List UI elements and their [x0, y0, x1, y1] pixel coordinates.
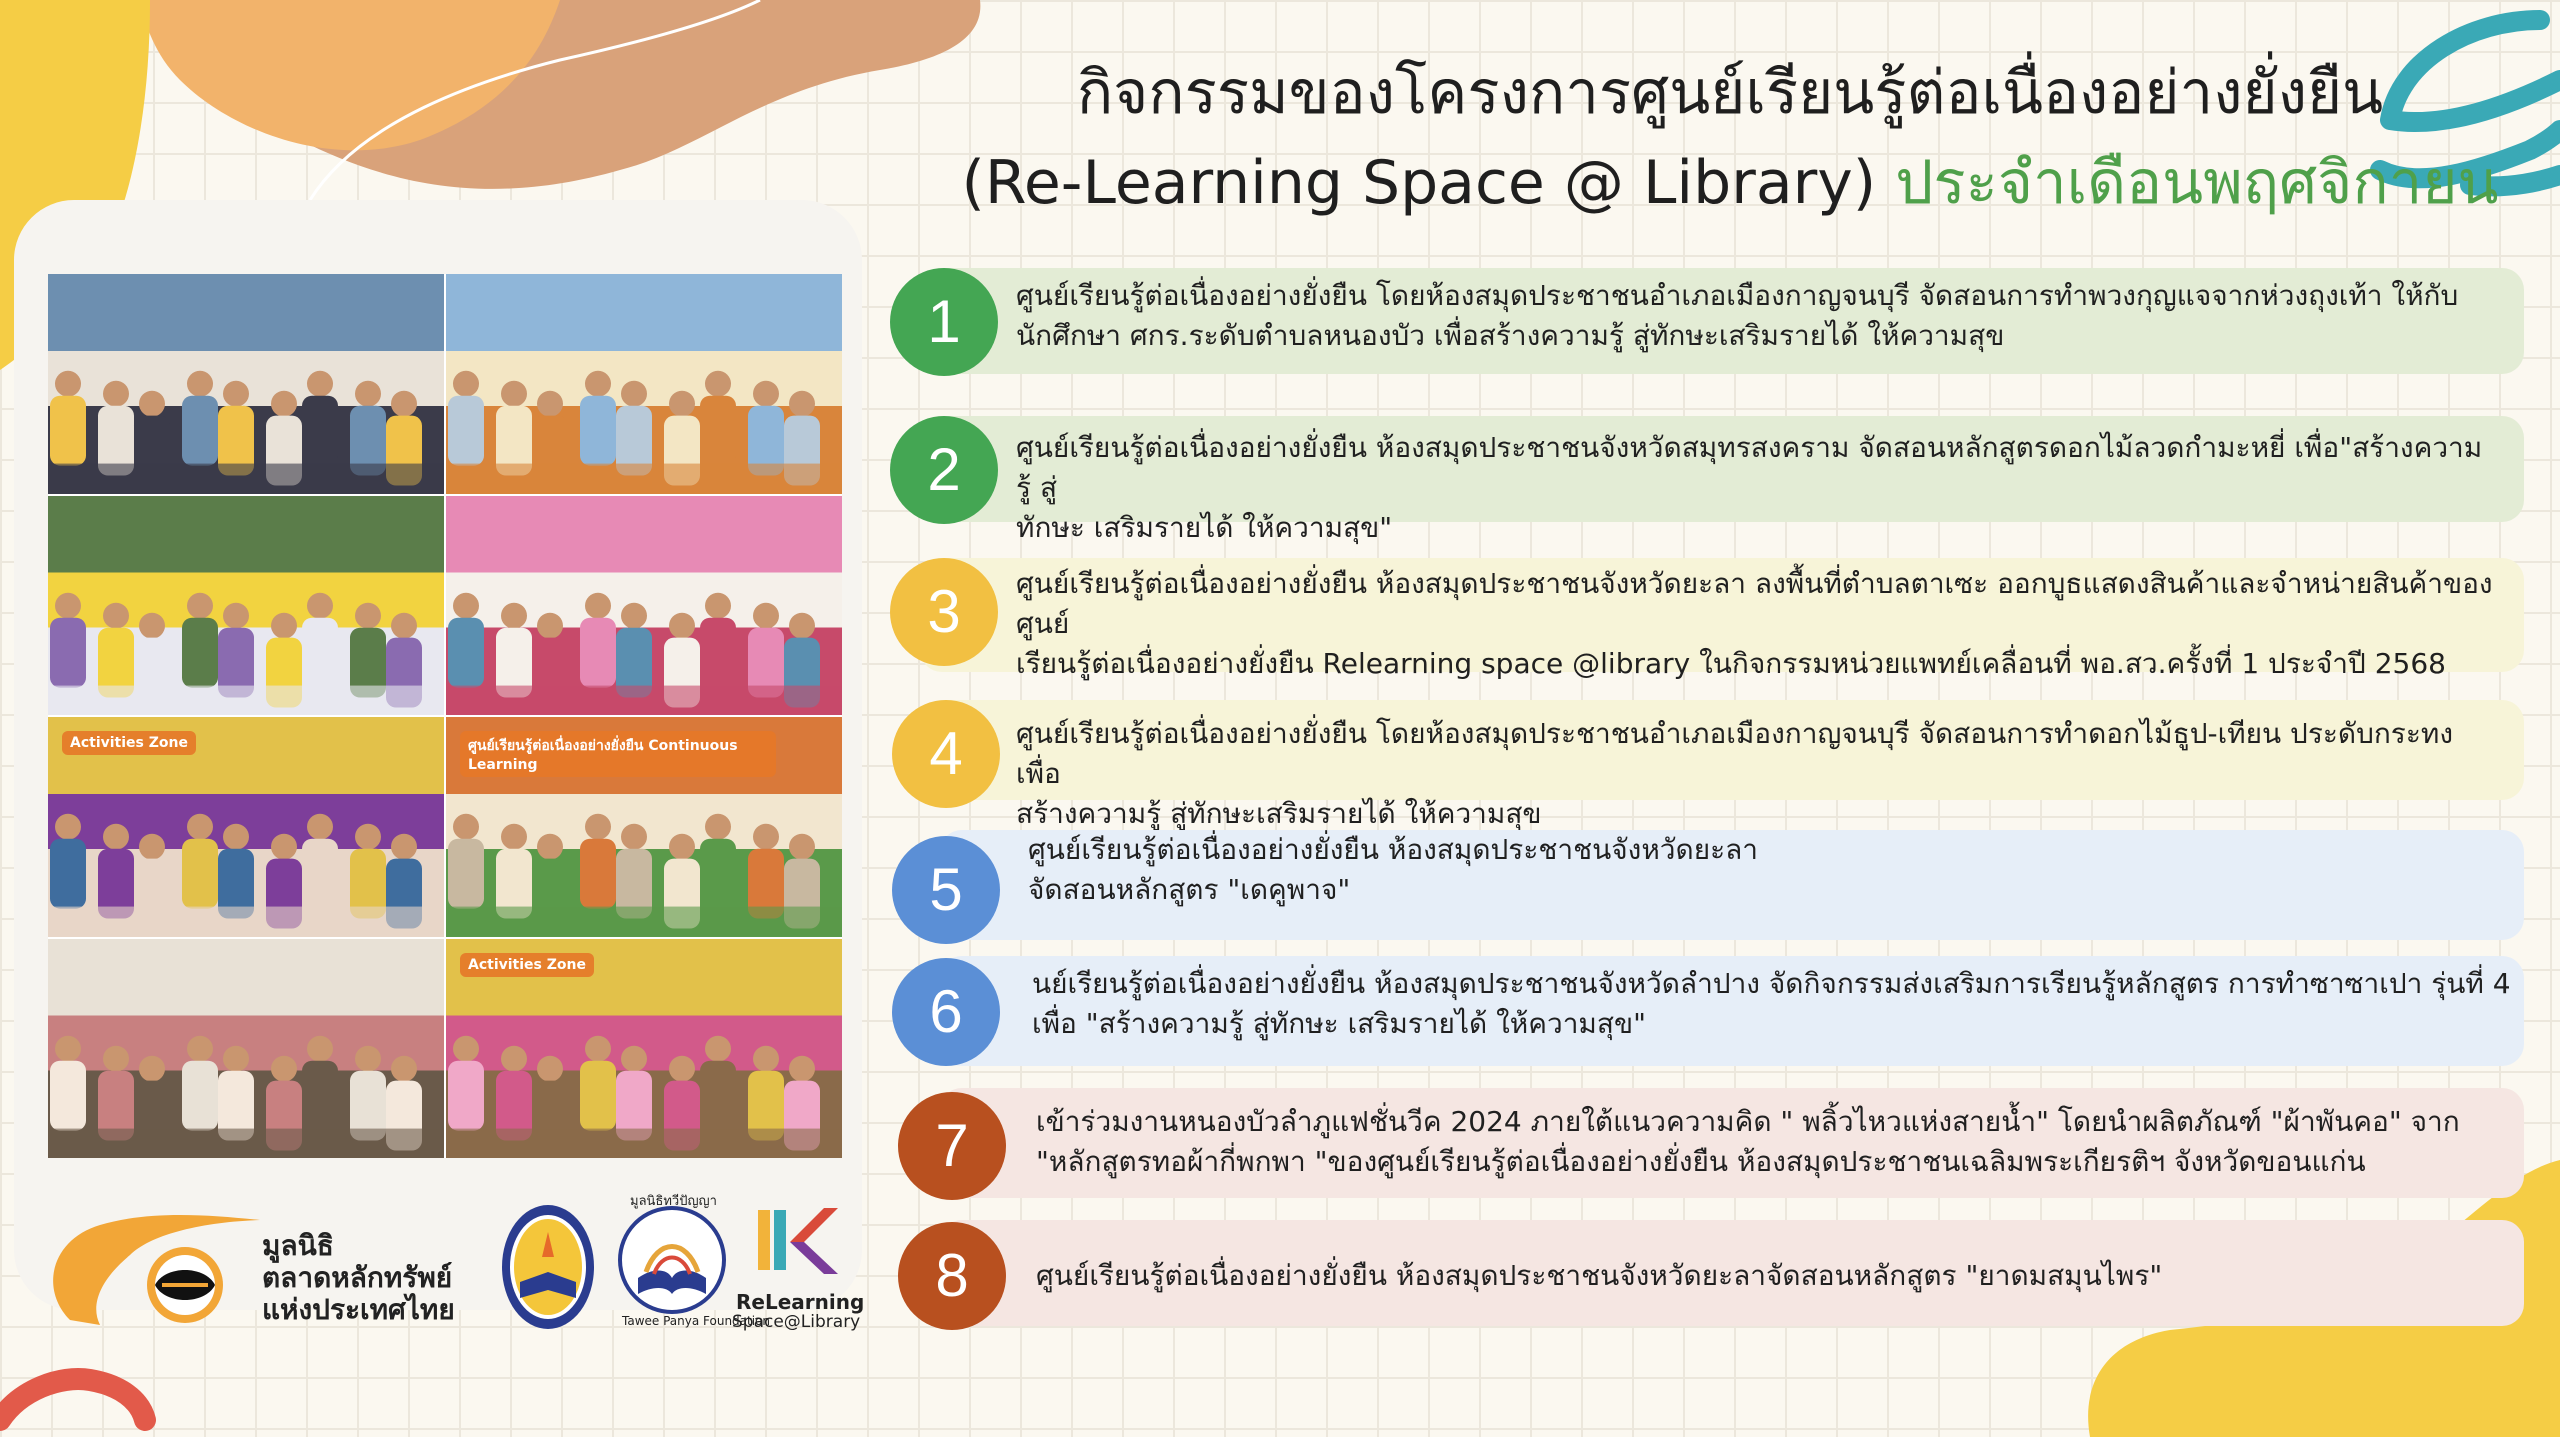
- activity-number-badge: 4: [892, 700, 1000, 808]
- department-seal-logo: [498, 1202, 598, 1332]
- title-line-1: กิจกรรมของโครงการศูนย์เรียนรู้ต่อเนื่องอย่างยั่งยืน: [1076, 58, 2384, 128]
- photo-illustration: [48, 939, 444, 1159]
- tawee-arc-top: มูลนิธิทวีปัญญา: [630, 1194, 717, 1209]
- activity-number-badge: 1: [890, 268, 998, 376]
- activity-photo: [446, 939, 842, 1159]
- title-line-2: [960, 138, 2500, 228]
- activity-description: นย์เรียนรู้ต่อเนื่องอย่างยั่งยืน ห้องสมุดประชาชนจังหวัดลำปาง จัดกิจกรรมส่งเสริมการเรียนรู้หลักสูตร การทำซาซาเปา รุ่นที่ 4 เพื่อ "สร้างความรู้ สู่ทักษะ เสริมรายได้ ให้ความสุข": [1032, 967, 2511, 1040]
- activity-description: ศูนย์เรียนรู้ต่อเนื่องอย่างยั่งยืน ห้องสมุดประชาชนจังหวัดยะลาจัดสอนหลักสูตร "ยาดมสมุนไพร": [1036, 1259, 2163, 1292]
- foundation-name-line-1: มูลนิธิ: [262, 1229, 334, 1262]
- activity-description: ศูนย์เรียนรู้ต่อเนื่องอย่างยั่งยืน โดยห้องสมุดประชาชนอำเภอเมืองกาญจนบุรี จัดสอนการทำพวงกุญแจจากห่วงถุงเท้า ให้กับ นักศึกษา ศกร.ระดับตำบลหนองบัว เพื่อสร้างความรู้ สู่ทักษะเสริมรายได้ ให้ความสุข: [1016, 279, 2459, 352]
- activity-description: ศูนย์เรียนรู้ต่อเนื่องอย่างยั่งยืน โดยห้องสมุดประชาชนอำเภอเมืองกาญจนบุรี จัดสอนการทำดอกไม้ธูป-เทียน ประดับกระทงเพื่อ สร้างความรู้ สู่ทักษะเสริมรายได้ ให้ความสุข: [1016, 717, 2454, 830]
- activity-photo: [48, 717, 444, 937]
- photo-illustration: [48, 274, 444, 494]
- red-swirl-bottom-left: [0, 1379, 145, 1420]
- activity-photo: [48, 274, 444, 494]
- activity-description: ศูนย์เรียนรู้ต่อเนื่องอย่างยั่งยืน ห้องสมุดประชาชนจังหวัดยะลา จัดสอนหลักสูตร "เดคูพาจ": [1028, 833, 1759, 906]
- activity-number-badge: 5: [892, 836, 1000, 944]
- photo-illustration: [446, 496, 842, 716]
- activity-photo: [48, 939, 444, 1159]
- relearning-logo: [752, 1202, 842, 1282]
- title-main: (Re-Learning Space @ Library): [961, 148, 1877, 218]
- set-foundation-name: [262, 1230, 455, 1326]
- foundation-name-line-3: แห่งประเทศไทย: [262, 1293, 455, 1326]
- photo-sign: Activities Zone: [460, 953, 594, 977]
- foundation-name-line-2: ตลาดหลักทรัพย์: [262, 1261, 453, 1294]
- tawee-arc-bottom: Tawee Panya Foundation: [622, 1314, 771, 1328]
- activity-photo: [446, 717, 842, 937]
- activity-number-badge: 6: [892, 958, 1000, 1066]
- activity-photo: [446, 274, 842, 494]
- activity-number-badge: 3: [890, 558, 998, 666]
- title-month: ประจำเดือนพฤศจิกายน: [1895, 148, 2499, 218]
- activity-photo: [48, 496, 444, 716]
- photo-collage: [48, 274, 842, 1158]
- photo-sign: ศูนย์เรียนรู้ต่อเนื่องอย่างยั่งยืน Continuous Learning: [460, 731, 776, 777]
- page-title: [960, 48, 2500, 228]
- activity-number-badge: 7: [898, 1092, 1006, 1200]
- activity-photo: [446, 496, 842, 716]
- activity-description: ศูนย์เรียนรู้ต่อเนื่องอย่างยั่งยืน ห้องสมุดประชาชนจังหวัดยะลา ลงพื้นที่ตำบลตาเซะ ออกบูธแสดงสินค้าและจำหน่ายสินค้าของศูนย์ เรียนรู้ต่อเนื่องอย่างยั่งยืน Relearning space @library ในกิจกรรมหน่วยแพทย์เคลื่อนที่ พอ.สว.ครั้งที่ 1 ประจำปี 2568: [1016, 567, 2493, 680]
- relearning-line-2: Space@Library: [732, 1312, 861, 1332]
- photo-illustration: [48, 496, 444, 716]
- activity-description: เข้าร่วมงานหนองบัวลำภูแฟชั่นวีค 2024 ภายใต้แนวความคิด " พลิ้วไหวแห่งสายน้ำ" โดยนำผลิตภัณฑ์ "ผ้าพันคอ" จาก "หลักสูตรทอผ้ากี่พกพา "ของศูนย์เรียนรู้ต่อเนื่องอย่างยั่งยืน ห้องสมุดประชาชนเฉลิมพระเกียรติฯ จังหวัดขอนแก่น: [1036, 1105, 2460, 1178]
- relearning-line-1: ReLearning: [736, 1290, 865, 1314]
- activity-number-badge: 2: [890, 416, 998, 524]
- photo-sign: Activities Zone: [62, 731, 196, 755]
- activity-description: ศูนย์เรียนรู้ต่อเนื่องอย่างยั่งยืน ห้องสมุดประชาชนจังหวัดสมุทรสงคราม จัดสอนหลักสูตรดอกไม้ลวดกำมะหยี่ เพื่อ"สร้างความรู้ สู่ ทักษะ เสริมรายได้ ให้ความสุข": [1016, 431, 2483, 544]
- logo-strip: [40, 1190, 865, 1350]
- tawee-panya-logo: [612, 1198, 732, 1328]
- set-foundation-logo: [40, 1210, 270, 1330]
- activity-number-badge: 8: [898, 1222, 1006, 1330]
- photo-illustration: [446, 274, 842, 494]
